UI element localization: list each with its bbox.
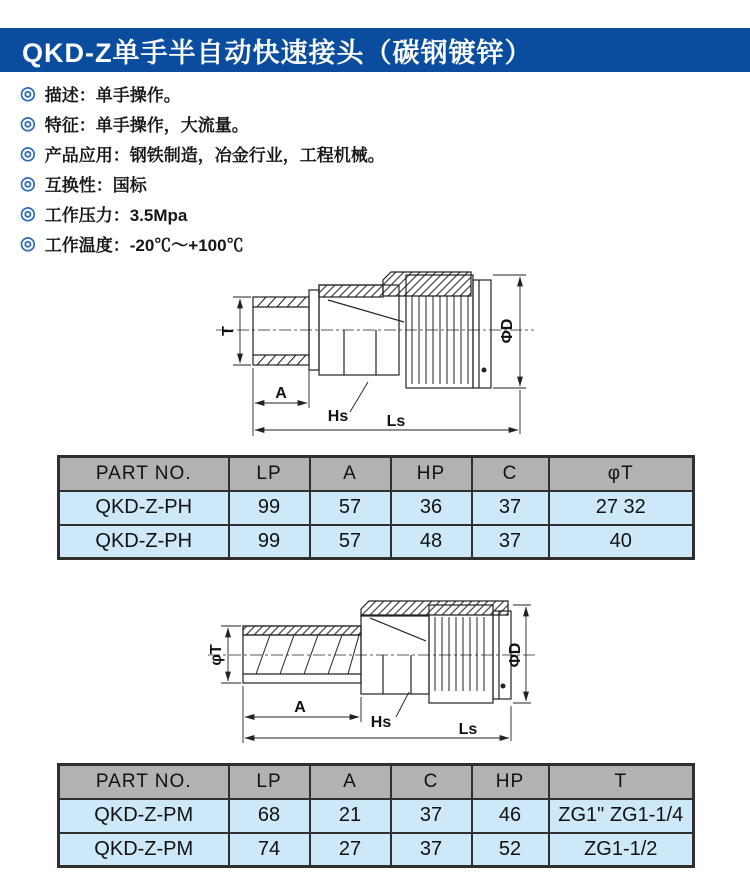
col-header-hp: HP [391, 457, 472, 491]
spec-item-application [20, 138, 385, 168]
dim-label-T: T [220, 326, 237, 336]
cell-part-no: QKD-Z-PH [59, 491, 229, 525]
dimension-table-ph [57, 455, 695, 560]
title-bar [0, 28, 750, 72]
col-header-hp: HP [472, 765, 549, 799]
cell-c: 37 [472, 491, 549, 525]
table-row [59, 799, 694, 833]
dim-label-Ls: Ls [458, 721, 478, 738]
cell-a: 57 [310, 525, 391, 559]
coupling-body-outline [208, 601, 536, 703]
technical-drawing-hose-barb-coupling [178, 591, 546, 763]
dimension-table-pm [57, 763, 695, 868]
dim-label-A: A [275, 385, 287, 402]
cell-c: 37 [472, 525, 549, 559]
dim-label-A: A [294, 699, 306, 716]
cell-c: 37 [391, 833, 472, 867]
technical-drawing-threaded-coupling [178, 250, 546, 450]
dim-label-Ls: Ls [386, 413, 406, 430]
col-header-lp: LP [229, 765, 310, 799]
cell-a: 27 [310, 833, 391, 867]
col-header-part-no: PART NO. [59, 457, 229, 491]
cell-c: 37 [391, 799, 472, 833]
col-header-phit: φT [549, 457, 694, 491]
dim-label-Hs: Hs [370, 714, 392, 731]
spec-item-interchangeability [20, 168, 385, 198]
table-row [59, 833, 694, 867]
cell-part-no: QKD-Z-PM [59, 833, 229, 867]
dim-label-phiD: ΦD [507, 642, 524, 668]
double-circle-bullet-icon: ◎ [20, 143, 36, 163]
cell-hp: 52 [472, 833, 549, 867]
col-header-t: T [549, 765, 694, 799]
table-header-row [59, 457, 694, 491]
spec-text: 描述：单手操作。 [44, 85, 181, 105]
col-header-c: C [472, 457, 549, 491]
cell-lp: 99 [229, 491, 310, 525]
cell-lp: 68 [229, 799, 310, 833]
spec-text: 互换性：国标 [44, 175, 147, 195]
page-title: QKD-Z单手半自动快速接头（碳钢镀锌） [22, 37, 533, 68]
col-header-a: A [310, 457, 391, 491]
cell-hp: 46 [472, 799, 549, 833]
spec-text: 产品应用：钢铁制造，冶金行业，工程机械。 [44, 145, 385, 165]
dim-label-phiT: φT [208, 644, 225, 666]
cell-a: 21 [310, 799, 391, 833]
cell-a: 57 [310, 491, 391, 525]
cell-t: ZG1" ZG1-1/4 [549, 799, 694, 833]
double-circle-bullet-icon: ◎ [20, 173, 36, 193]
cell-lp: 74 [229, 833, 310, 867]
cell-part-no: QKD-Z-PM [59, 799, 229, 833]
cell-hp: 48 [391, 525, 472, 559]
table-header-row [59, 765, 694, 799]
col-header-lp: LP [229, 457, 310, 491]
cell-hp: 36 [391, 491, 472, 525]
double-circle-bullet-icon: ◎ [20, 203, 36, 223]
table-row [59, 491, 694, 525]
spec-item-feature [20, 108, 385, 138]
coupling-body-outline [216, 272, 534, 388]
table-row [59, 525, 694, 559]
col-header-c: C [391, 765, 472, 799]
dim-label-Hs: Hs [327, 408, 349, 425]
cell-lp: 99 [229, 525, 310, 559]
dim-label-phiD: ΦD [499, 318, 516, 344]
spec-item-description [20, 78, 385, 108]
spec-text: 工作压力：3.5Mpa [44, 205, 188, 225]
cell-phit: 27 32 [549, 491, 694, 525]
spec-text: 特征：单手操作，大流量。 [44, 115, 249, 135]
col-header-a: A [310, 765, 391, 799]
double-circle-bullet-icon: ◎ [20, 113, 36, 133]
cell-part-no: QKD-Z-PH [59, 525, 229, 559]
spec-list [20, 78, 385, 258]
col-header-part-no: PART NO. [59, 765, 229, 799]
double-circle-bullet-icon: ◎ [20, 233, 36, 253]
spec-text: 工作温度：-20℃～+100℃ [44, 235, 244, 255]
double-circle-bullet-icon: ◎ [20, 83, 36, 103]
cell-t: ZG1-1/2 [549, 833, 694, 867]
cell-phit: 40 [549, 525, 694, 559]
spec-item-working-pressure [20, 198, 385, 228]
